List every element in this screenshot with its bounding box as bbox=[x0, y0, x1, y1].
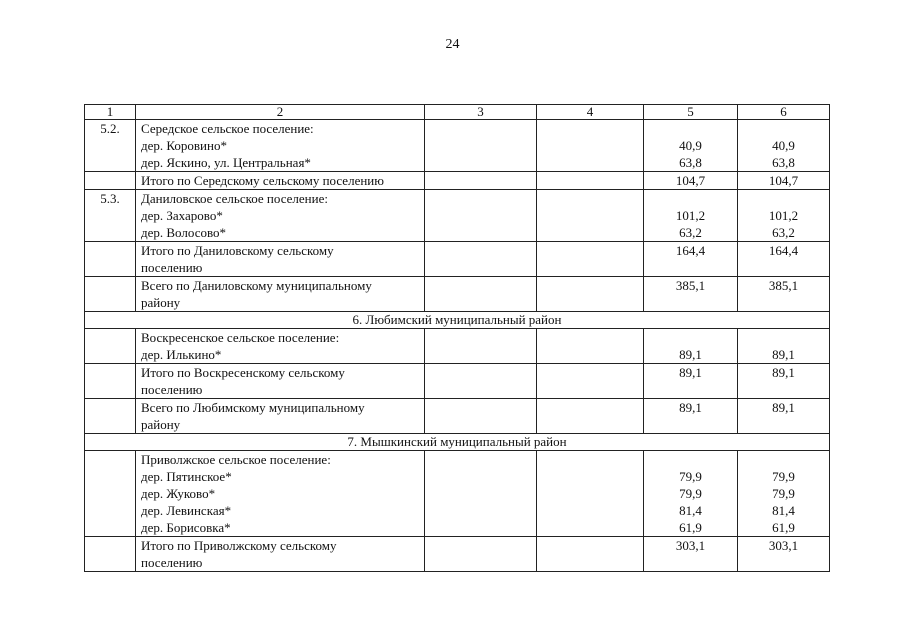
col3-cell bbox=[425, 364, 537, 399]
col6-cell bbox=[738, 120, 830, 172]
section-title: 6. Любимский муниципальный район bbox=[85, 312, 830, 329]
col6-value: 303,1 bbox=[768, 538, 799, 553]
col5-value: 89,1 bbox=[679, 347, 702, 362]
name-cell bbox=[136, 329, 425, 364]
header-cell-2: 2 bbox=[136, 105, 425, 120]
col5-cell bbox=[644, 172, 738, 190]
col5-value: 61,9 bbox=[679, 520, 702, 535]
col5-value: 63,8 bbox=[679, 155, 702, 170]
name-line: Итого по Середскому сельскому поселению bbox=[141, 173, 384, 188]
name-line: поселению bbox=[141, 382, 203, 397]
col6-value: 79,9 bbox=[772, 486, 795, 501]
row-number-cell bbox=[85, 242, 136, 277]
col6-value: 104,7 bbox=[768, 173, 799, 188]
header-cell-6: 6 bbox=[738, 105, 830, 120]
col3-cell bbox=[425, 399, 537, 434]
col6-value: 63,2 bbox=[772, 225, 795, 240]
col5-value: 164,4 bbox=[675, 243, 706, 258]
row-number-cell: 5.3. bbox=[85, 190, 136, 242]
name-cell bbox=[136, 537, 425, 572]
col5-cell bbox=[644, 120, 738, 172]
name-line: Итого по Воскресенскому сельскому bbox=[141, 365, 345, 380]
name-cell bbox=[136, 451, 425, 537]
col5-value bbox=[644, 190, 737, 207]
header-cell-3: 3 bbox=[425, 105, 537, 120]
table-row bbox=[85, 364, 830, 399]
col6-cell bbox=[738, 277, 830, 312]
col4-cell bbox=[537, 364, 644, 399]
col4-cell bbox=[537, 329, 644, 364]
col5-value: 101,2 bbox=[675, 208, 706, 223]
name-cell bbox=[136, 172, 425, 190]
col6-cell bbox=[738, 451, 830, 537]
name-line: дер. Захарово* bbox=[141, 208, 223, 223]
table-body bbox=[85, 105, 830, 572]
col3-cell bbox=[425, 190, 537, 242]
col5-value: 89,1 bbox=[679, 400, 702, 415]
col3-cell bbox=[425, 329, 537, 364]
col5-value bbox=[644, 329, 737, 346]
name-line: дер. Коровино* bbox=[141, 138, 227, 153]
header-row bbox=[85, 105, 830, 120]
col3-cell bbox=[425, 451, 537, 537]
header-cell-5: 5 bbox=[644, 105, 738, 120]
page-number: 24 bbox=[445, 37, 460, 52]
name-line: Воскресенское сельское поселение: bbox=[141, 330, 340, 345]
col4-cell bbox=[537, 172, 644, 190]
col3-cell bbox=[425, 277, 537, 312]
table-row bbox=[85, 242, 830, 277]
col4-cell bbox=[537, 451, 644, 537]
col5-value: 79,9 bbox=[679, 486, 702, 501]
col5-cell bbox=[644, 537, 738, 572]
col5-value: 40,9 bbox=[679, 138, 702, 153]
col6-value: 61,9 bbox=[772, 520, 795, 535]
name-cell bbox=[136, 277, 425, 312]
col5-value: 81,4 bbox=[679, 503, 702, 518]
col5-cell bbox=[644, 190, 738, 242]
col6-cell bbox=[738, 399, 830, 434]
col5-value: 63,2 bbox=[679, 225, 702, 240]
col6-value: 89,1 bbox=[772, 347, 795, 362]
col5-value: 303,1 bbox=[675, 538, 706, 553]
col6-value bbox=[738, 120, 829, 137]
name-line: Середское сельское поселение: bbox=[141, 121, 314, 136]
col6-cell bbox=[738, 172, 830, 190]
col5-value bbox=[644, 451, 737, 468]
col6-value bbox=[738, 329, 829, 346]
table-row bbox=[85, 537, 830, 572]
col6-value: 89,1 bbox=[772, 400, 795, 415]
col6-value bbox=[738, 190, 829, 207]
name-cell bbox=[136, 190, 425, 242]
col3-cell bbox=[425, 172, 537, 190]
name-line: дер. Борисовка* bbox=[141, 520, 231, 535]
table-row bbox=[85, 120, 830, 172]
name-line: Приволжское сельское поселение: bbox=[141, 452, 331, 467]
col6-value: 89,1 bbox=[772, 365, 795, 380]
row-number-cell bbox=[85, 172, 136, 190]
col4-cell bbox=[537, 242, 644, 277]
row-number-cell bbox=[85, 451, 136, 537]
name-line: дер. Пятинское* bbox=[141, 469, 232, 484]
header-cell-4: 4 bbox=[537, 105, 644, 120]
col6-cell bbox=[738, 190, 830, 242]
col6-value: 63,8 bbox=[772, 155, 795, 170]
col5-cell bbox=[644, 329, 738, 364]
data-table bbox=[84, 104, 830, 572]
row-number-cell bbox=[85, 364, 136, 399]
col6-value: 40,9 bbox=[772, 138, 795, 153]
col5-value: 385,1 bbox=[675, 278, 706, 293]
name-line: Итого по Приволжскому сельскому bbox=[141, 538, 337, 553]
col4-cell bbox=[537, 399, 644, 434]
table-row bbox=[85, 190, 830, 242]
section-row bbox=[85, 434, 830, 451]
row-number-cell: 5.2. bbox=[85, 120, 136, 172]
col5-cell bbox=[644, 364, 738, 399]
col5-cell bbox=[644, 451, 738, 537]
name-cell bbox=[136, 120, 425, 172]
col3-cell bbox=[425, 537, 537, 572]
row-number-cell bbox=[85, 537, 136, 572]
table-row bbox=[85, 277, 830, 312]
col6-value bbox=[738, 451, 829, 468]
col4-cell bbox=[537, 537, 644, 572]
name-line: Всего по Любимскому муниципальному bbox=[141, 400, 365, 415]
row-number-cell bbox=[85, 277, 136, 312]
name-line: району bbox=[141, 295, 181, 310]
col6-cell bbox=[738, 537, 830, 572]
name-cell bbox=[136, 364, 425, 399]
row-number-cell bbox=[85, 329, 136, 364]
name-line: району bbox=[141, 417, 181, 432]
name-line: дер. Жуково* bbox=[141, 486, 216, 501]
col6-cell bbox=[738, 242, 830, 277]
col6-value: 79,9 bbox=[772, 469, 795, 484]
name-cell bbox=[136, 399, 425, 434]
col5-cell bbox=[644, 242, 738, 277]
name-line: дер. Левинская* bbox=[141, 503, 232, 518]
section-row bbox=[85, 312, 830, 329]
row-number-cell bbox=[85, 399, 136, 434]
col6-value: 101,2 bbox=[768, 208, 799, 223]
col3-cell bbox=[425, 120, 537, 172]
col5-value: 104,7 bbox=[675, 173, 706, 188]
name-line: поселению bbox=[141, 555, 203, 570]
col6-value: 164,4 bbox=[768, 243, 799, 258]
name-line: дер. Илькино* bbox=[141, 347, 222, 362]
col5-value: 79,9 bbox=[679, 469, 702, 484]
table-row bbox=[85, 329, 830, 364]
table-row bbox=[85, 451, 830, 537]
col4-cell bbox=[537, 277, 644, 312]
name-line: Итого по Даниловскому сельскому bbox=[141, 243, 334, 258]
name-line: дер. Яскино, ул. Центральная* bbox=[141, 155, 311, 170]
col4-cell bbox=[537, 190, 644, 242]
col6-value: 81,4 bbox=[772, 503, 795, 518]
col6-cell bbox=[738, 364, 830, 399]
name-line: дер. Волосово* bbox=[141, 225, 227, 240]
col6-value: 385,1 bbox=[768, 278, 799, 293]
name-line: Даниловское сельское поселение: bbox=[141, 191, 328, 206]
header-cell-1: 1 bbox=[85, 105, 136, 120]
table-row bbox=[85, 399, 830, 434]
col5-value: 89,1 bbox=[679, 365, 702, 380]
col3-cell bbox=[425, 242, 537, 277]
name-line: поселению bbox=[141, 260, 203, 275]
col5-cell bbox=[644, 399, 738, 434]
col5-value bbox=[644, 120, 737, 137]
col6-cell bbox=[738, 329, 830, 364]
name-cell bbox=[136, 242, 425, 277]
table-row bbox=[85, 172, 830, 190]
col5-cell bbox=[644, 277, 738, 312]
name-line: Всего по Даниловскому муниципальному bbox=[141, 278, 372, 293]
section-title: 7. Мышкинский муниципальный район bbox=[85, 434, 830, 451]
col4-cell bbox=[537, 120, 644, 172]
